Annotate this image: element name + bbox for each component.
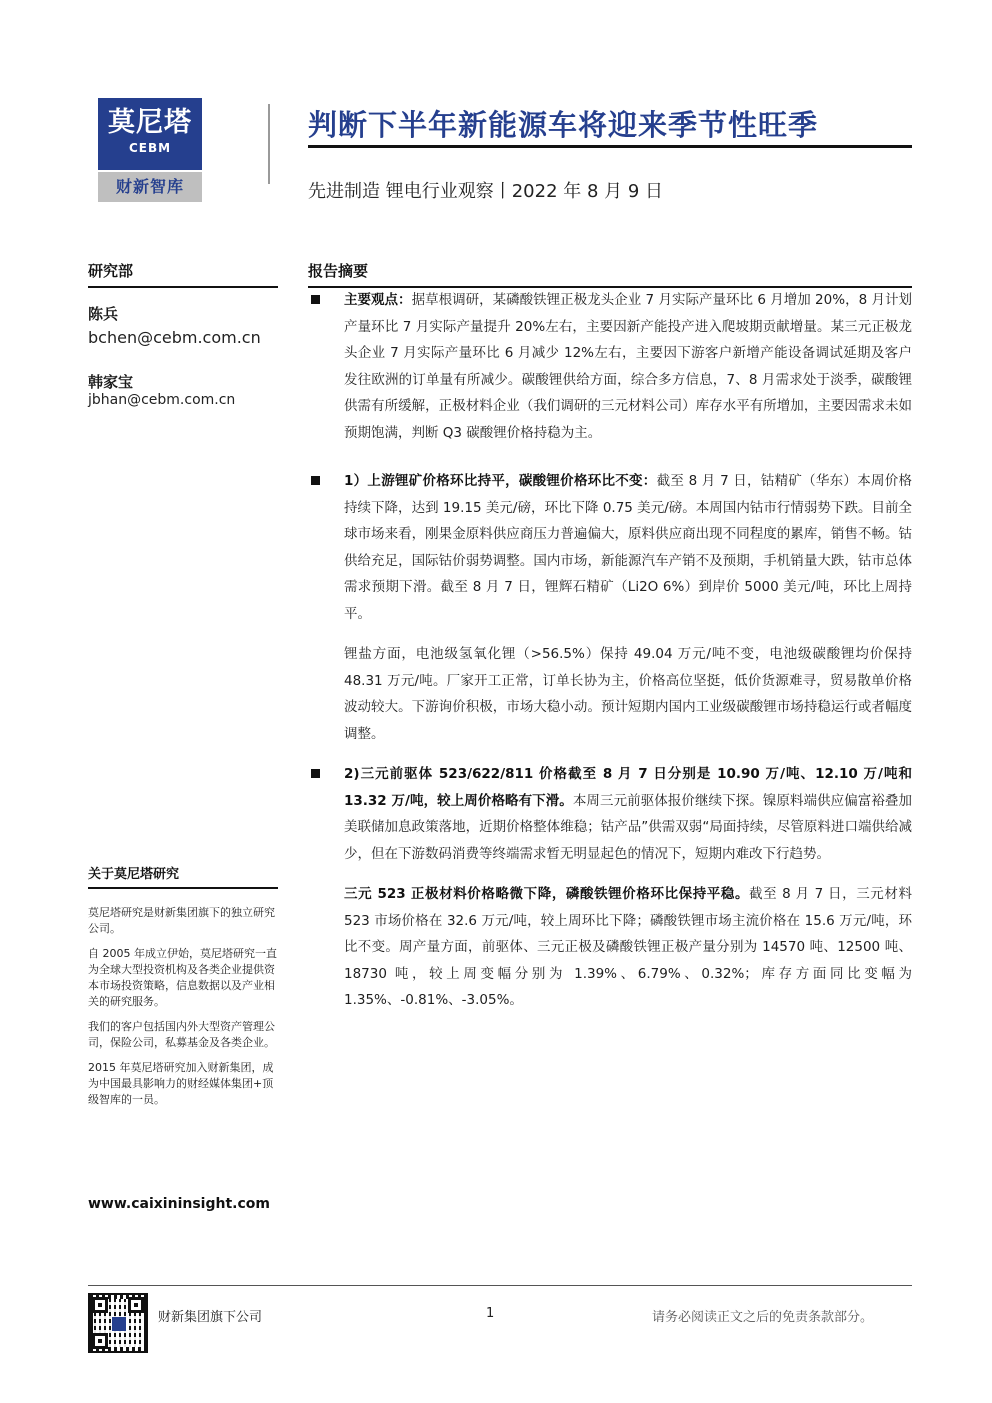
website-link[interactable]: www.caixininsight.com xyxy=(88,1196,270,1212)
author-email[interactable]: jbhan@cebm.com.cn xyxy=(88,392,236,408)
footer-rule xyxy=(88,1285,912,1286)
report-subtitle: 先进制造 锂电行业观察丨2022 年 8 月 9 日 xyxy=(308,181,664,202)
dept-heading: 研究部 xyxy=(88,262,134,280)
paragraph-lead: 1）上游锂矿价格环比持平，碳酸锂价格环比不变： xyxy=(344,473,657,489)
summary-paragraph xyxy=(308,468,912,627)
paragraph-lead: 2)三元前驱体 523/622/811 价格截至 8 月 7 日分别是 10.90 万/吨、12.10 万/吨和 13.32 万/吨，较上周价格略有下滑。 xyxy=(344,766,912,809)
paragraph-lead: 三元 523 正极材料价格略微下降，磷酸铁锂价格环比保持平稳。 xyxy=(344,886,750,902)
page-number: 1 xyxy=(486,1306,495,1321)
author-email[interactable]: bchen@cebm.com.cn xyxy=(88,328,261,347)
summary-paragraph xyxy=(308,287,912,446)
square-bullet-icon xyxy=(311,476,320,485)
report-title: 判断下半年新能源车将迎来季节性旺季 xyxy=(308,108,819,142)
dept-rule xyxy=(88,286,278,288)
author-name: 韩家宝 xyxy=(88,373,134,391)
paragraph-text: 截至 8 月 7 日，三元材料 523 市场价格在 32.6 万元/吨，较上周环比下降；磷酸铁锂市场主流价格在 15.6 万元/吨，环比不变。周产量方面，前驱体、三元正极及磷酸铁锂正极产量分别为 14570 吨、12500 吨、18730 吨，较上周变幅分别为 1.39%、6.79%、0.32%；库存方面同比变幅为 1.35%、-0.81%、-3.05%。 xyxy=(344,886,912,1008)
summary-paragraph xyxy=(308,881,912,1014)
about-section xyxy=(88,863,278,1117)
logo-sub: 财新智库 xyxy=(98,172,202,202)
about-paragraph: 2015 年莫尼塔研究加入财新集团，成为中国最具影响力的财经媒体集团+顶级智库的一员。 xyxy=(88,1061,274,1106)
paragraph-text: 截至 8 月 7 日，钴精矿（华东）本周价格持续下降，达到 19.15 美元/磅，环比下降 0.75 美元/磅。本周国内钴市行情弱势下跌。目前全球市场来看，刚果金原料供应商压力普遍偏大，原料供应商出现不同程度的累库，销售不畅。钴供给充足，国际钴价弱势调整。国内市场，新能源汽车产销不及预期，手机销量大跌，钴市总体需求预期下滑。截至 8 月 7 日，锂辉石精矿（Li2O 6%）到岸价 5000 美元/吨，环比上周持平。 xyxy=(344,473,912,622)
footer-disclaimer: 请务必阅读正文之后的免责条款部分。 xyxy=(652,1310,874,1325)
square-bullet-icon xyxy=(311,295,320,304)
summary-heading: 报告摘要 xyxy=(308,262,369,280)
about-heading: 关于莫尼塔研究 xyxy=(88,867,180,882)
author-name: 陈兵 xyxy=(88,305,119,323)
summary-paragraph xyxy=(308,761,912,867)
paragraph-text: 据草根调研，某磷酸铁锂正极龙头企业 7 月实际产量环比 6 月增加 20%，8 月计划产量环比 7 月实际产量提升 20%左右，主要因新产能投产进入爬坡期贡献增量。某三元正极龙头企业 7 月实际产量环比 6 月减少 12%左右，主要因下游客户新增产能设备调试延期及客户发往欧洲的订单量有所减少。碳酸锂供给方面，综合多方信息，7、8 月需求处于淡季，碳酸锂供需有所缓解，正极材料企业（我们调研的三元材料公司）库存水平有所增加，主要因需求未如预期饱满，判断 Q3 碳酸锂价格持稳为主。 xyxy=(344,292,912,441)
summary-body xyxy=(308,287,912,1014)
qr-code-icon xyxy=(88,1293,148,1353)
dept-section xyxy=(88,260,278,288)
logo-brand-block xyxy=(98,98,202,170)
header-divider xyxy=(268,104,270,184)
logo-name-cn: 莫尼塔 xyxy=(108,107,192,138)
title-rule xyxy=(308,145,912,148)
square-bullet-icon xyxy=(311,769,320,778)
about-paragraph: 自 2005 年成立伊始，莫尼塔研究一直为全球大型投资机构及各类企业提供资本市场投资策略，信息数据以及产业相关的研究服务。 xyxy=(88,947,277,1008)
summary-paragraph xyxy=(308,641,912,747)
paragraph-lead: 主要观点： xyxy=(344,292,412,308)
logo-name-en: CEBM xyxy=(128,141,172,155)
cebm-logo xyxy=(98,98,202,202)
about-rule xyxy=(88,887,278,889)
about-paragraph: 莫尼塔研究是财新集团旗下的独立研究公司。 xyxy=(88,906,275,935)
about-paragraph: 我们的客户包括国内外大型资产管理公司，保险公司，私募基金及各类企业。 xyxy=(88,1020,275,1049)
paragraph-text: 锂盐方面，电池级氢氧化锂（>56.5%）保持 49.04 万元/吨不变，电池级碳酸锂均价保持 48.31 万元/吨。厂家开工正常，订单长协为主，价格高位坚挺，低价货源难寻，贸易散单价格波动较大。下游询价积极，市场大稳小动。预计短期内国内工业级碳酸锂市场持稳运行或者幅度调整。 xyxy=(344,646,912,742)
summary-section xyxy=(308,260,912,288)
footer-company: 财新集团旗下公司 xyxy=(158,1310,263,1325)
paragraph-text: 本周三元前驱体报价继续下探。镍原料端供应偏富裕叠加美联储加息政策落地，近期价格整体维稳；钴产品”供需双弱“局面持续，尽管原料进口端供给减少，但在下游数码消费等终端需求暂无明显起色的情况下，短期内难改下行趋势。 xyxy=(344,792,912,862)
